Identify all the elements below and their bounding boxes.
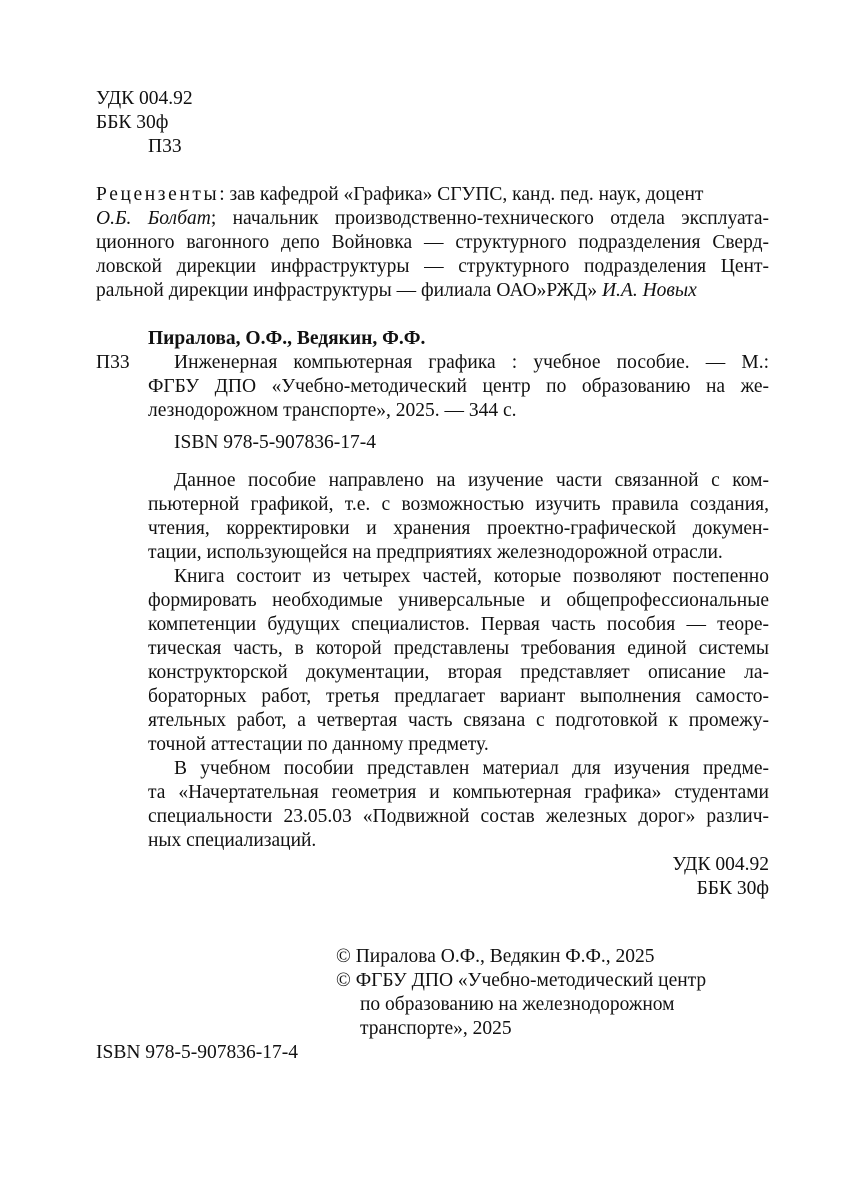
abstract-p2-line-3: компетенции будущих специалистов. Первая часть пособия — теоре- (148, 614, 769, 635)
abstract-p1-line-2: пьютерной графикой, т.е. с возможностью изучить правила создания, (148, 494, 769, 515)
abstract-p3-line-4: ных специализаций. (148, 830, 317, 851)
abstract-p2-line-7: ятельных работ, а четвертая часть связана с подготовкой к промежу- (148, 710, 769, 731)
bbk-code-right: ББК 30ф (696, 878, 769, 899)
abstract-p2-line-1: Книга состоит из четырех частей, которые позволяют постепенно (174, 566, 769, 587)
bibliographic-mark: П33 (96, 352, 130, 373)
reviewers-line-3: ционного вагонного депо Войновка — структурного подразделения Сверд- (96, 232, 769, 253)
bibliographic-line-3: лезнодорожном транспорте», 2025. — 344 с. (148, 400, 517, 421)
author-mark: П33 (148, 136, 182, 157)
abstract-p2-line-6: бораторных работ, третья предлагает вариант выполнения самосто- (148, 686, 769, 707)
isbn-footer: ISBN 978-5-907836-17-4 (96, 1042, 299, 1063)
reviewer-name-2: И.А. Новых (601, 280, 697, 301)
reviewers-line-4: ловской дирекции инфраструктуры — структурного подразделения Цент- (96, 256, 769, 277)
abstract-p1-line-1: Данное пособие направлено на изучение части связанной с ком- (174, 470, 769, 491)
authors-heading: Пиралова, О.Ф., Ведякин, Ф.Ф. (148, 328, 426, 349)
abstract-p2-line-8: точной аттестации по данному предмету. (148, 734, 489, 755)
copyright-publisher-line-2: по образованию на железнодорожном (360, 994, 675, 1015)
reviewers-line-2-text: ; начальник производственно-технического отдела эксплуата- (210, 208, 769, 229)
copyright-publisher-line-1: © ФГБУ ДПО «Учебно-методический центр (336, 970, 707, 991)
abstract-p3-line-2: та «Начертательная геометрия и компьютерная графика» студентами (148, 782, 769, 803)
abstract-p2-line-4: тическая часть, в которой представлены требования единой системы (148, 638, 769, 659)
abstract-p2-line-2: формировать необходимые универсальные и общепрофессиональные (148, 590, 769, 611)
copyright-authors: © Пиралова О.Ф., Ведякин Ф.Ф., 2025 (336, 946, 655, 967)
isbn-record: ISBN 978-5-907836-17-4 (174, 432, 377, 453)
abstract-p1-line-4: тации, использующейся на предприятиях железнодорожной отрасли. (148, 542, 723, 563)
copyright-publisher-line-3: транспорте», 2025 (360, 1018, 512, 1039)
reviewers-line-5-text: ральной дирекции инфраструктуры — филиала ОАО»РЖД» (96, 280, 598, 301)
udk-code-right: УДК 004.92 (672, 854, 769, 875)
abstract-p3-line-1: В учебном пособии представлен материал для изучения предме- (174, 758, 769, 779)
reviewers-line-1-text: : зав кафедрой «Графика» СГУПС, канд. пед. наук, доцент (219, 184, 704, 205)
bibliographic-line-2: ФГБУ ДПО «Учебно-методический центр по образованию на же- (148, 376, 769, 397)
bbk-code: ББК 30ф (96, 112, 169, 133)
bibliographic-line-1: Инженерная компьютерная графика : учебное пособие. — М.: (174, 352, 769, 373)
reviewer-name-1: О.Б. Болбат (96, 208, 211, 229)
udk-code: УДК 004.92 (96, 88, 193, 109)
reviewers-line-5 (96, 279, 697, 303)
reviewers-line-1 (96, 183, 769, 207)
reviewers-line-2 (96, 207, 769, 231)
abstract-p2-line-5: конструкторской документации, вторая представляет описание ла- (148, 662, 769, 683)
abstract-p3-line-3: специальности 23.05.03 «Подвижной состав железных дорог» различ- (148, 806, 769, 827)
reviewers-label: Рецензенты (96, 184, 220, 205)
abstract-p1-line-3: чтения, корректировки и хранения проектно-графической докумен- (148, 518, 769, 539)
